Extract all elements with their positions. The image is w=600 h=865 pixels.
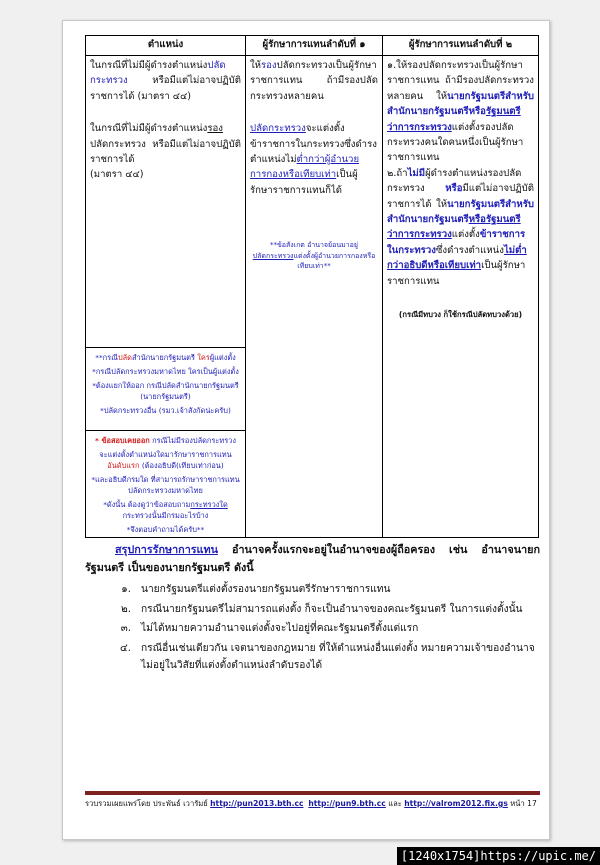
summary-list-item: ๔. กรณีอื่นเช่นเดียวกัน เจตนาของกฎหมาย ที่ให้ตำแหน่งอื่นแต่งตั้ง หมายความเจ้าของอำนาจไม่อยู่ในวิสัยที่แต่งตั้งตำแหน่งลำดับรองได้ (120, 642, 535, 671)
header-substitute-1: ผู้รักษาการแทนลำดับที่ ๑ (246, 36, 383, 56)
summary-lead: สรุปการรักษาการแทน อำนาจครั้งแรกจะอยู่ในอำนาจของผู้ถือครอง เช่น อำนาจนายกรัฐมนตรี เป็นของนายกรัฐมนตรี ดังนี้ (85, 543, 540, 574)
footer-link-pun2013[interactable]: http://pun2013.bth.cc (210, 799, 304, 808)
table-row (86, 56, 539, 348)
substitute-table (85, 35, 539, 538)
substitute-2-cell (383, 56, 539, 538)
substitute-1-remark: **ข้อสังเกต อำนาจย้อนมาอยู่ ปลัดกระทรวงแต่งตั้งผู้อำนวยการกองหรือเทียบเท่า** (252, 241, 376, 271)
table-header-row (86, 36, 539, 56)
substitute-1-case-2: ปลัดกระทรวงจะแต่งตั้งข้าราชการในกระทรวงซึ่งดำรงตำแหน่งไม่ต่ำกว่าผู้อำนวยการกองหรือเทียบเท่าเป็นผู้รักษาราชการแทนก็ได้ (250, 123, 377, 196)
page-number: หน้า 17 (507, 799, 537, 808)
note-box-permanent-secretary: **กรณีปลัดสำนักนายกรัฐมนตรี ใครผู้แต่งตั้ง *กรณีปลัดกระทรวงมหาดไทย ใครเป็นผู้แต่งตั้ง *ต้องแยกให้ออก กรณีปลัดสำนักนายกรัฐมนตรี (นายกรัฐมนตรี) *ปลัดกระทรวงอื่น (รมว.เจ้าสังกัดน่ะครับ) (86, 348, 246, 431)
header-position: ตำแหน่ง (86, 36, 246, 56)
page-footer: รวบรวมเผยแพร่โดย ประพันธ์ เวารัมย์ http://pun2013.bth.cc http://pun9.bth.cc และ http://valrom2012.fix.gs หน้า 17 (85, 799, 537, 808)
position-cell (86, 56, 246, 348)
substitute-1-cell (246, 56, 383, 538)
footer-divider (85, 791, 540, 795)
summary-section (85, 541, 540, 677)
substitute-1-case-1: ให้รองปลัดกระทรวงเป็นผู้รักษาราชการแทน ถ้ามีรองปลัดกระทรวงหลายคน (250, 60, 378, 102)
summary-list-item: ๑. นายกรัฐมนตรีแต่งตั้งรองนายกรัฐมนตรีรักษาราชการแทน (121, 584, 391, 595)
summary-list-item: ๓. ไม่ได้หมายความอำนาจแต่งตั้งจะไปอยู่ที่คณะรัฐมนตรีตั้งแต่แรก (120, 623, 419, 634)
summary-list-item: ๒. กรณีนายกรัฐมนตรีไม่สามารถแต่งตั้ง ก็จะเป็นอำนาจของคณะรัฐมนตรี ในการแต่งตั้งนั้น (121, 603, 523, 615)
footer-link-valrom2012[interactable]: http://valrom2012.fix.gs (404, 799, 508, 808)
position-case-2: ในกรณีที่ไม่มีผู้ดำรงตำแหน่งรองปลัดกระทรวง หรือมีแต่ไม่อาจปฏิบัติราชการได้ (มาตรา ๔๔) (90, 123, 241, 181)
image-size-stamp: [1240x1754]https://upic.me/ (397, 847, 600, 865)
substitute-2-remark: (กรณีมีทบวง ก็ใช้กรณีปลัดทบวงด้วย) (398, 310, 523, 320)
position-case-1: ในกรณีที่ไม่มีผู้ดำรงตำแหน่งปลัดกระทรวง หรือมีแต่ไม่อาจปฏิบัติราชการได้ (มาตรา ๔๔) (90, 60, 241, 102)
summary-list (85, 581, 540, 675)
substitute-2-case-1: ๑.ให้รองปลัดกระทรวงเป็นผู้รักษาราชการแทน ถ้ามีรองปลัดกระทรวงหลายคน ให้นายกรัฐมนตรีสำหรับสำนักนายกรัฐมนตรีหรือรัฐมนตรีว่าการกระทรวงแต่งตั้งรองปลัดกระทรวงคนใดคนหนึ่งเป็นผู้รักษาราชการแทน (387, 60, 534, 164)
summary-title: สรุปการรักษาการแทน (115, 543, 219, 556)
substitute-2-case-2: ๒.ถ้าไม่มีผู้ดำรงตำแหน่งรองปลัดกระทรวง หรือมีแต่ไม่อาจปฏิบัติราชการได้ ให้นายกรัฐมนตรีสำหรับสำนักนายกรัฐมนตรีหรือรัฐมนตรีว่าการกระทรวงแต่งตั้งข้าราชการในกระทรวงซึ่งดำรงตำแหน่งไม่ต่ำกว่าอธิบดีหรือเทียบเท่าเป็นผู้รักษาราชการแทน (387, 167, 534, 287)
note-box-exam-tip: * ข้อสอบเคยออก กรณีไม่มีรองปลัดกระทรวง จะแต่งตั้งตำแหน่งใดมารักษาราชการแทนอันดับแรก (ต้องอธิบดี(เทียบเท่าก่อน) *และอธิบดีกรมใด ที่สามารถรักษาราชการแทน ปลัดกระทรวงมหาดไทย *ดังนั้น ต้องดูว่าข้อสอบถามกระทรวงใด กระทรวงนั้นมีกรมอะไรบ้าง *จึงตอบคำถามได้ครับ** (86, 431, 246, 538)
footer-link-pun9[interactable]: http://pun9.bth.cc (308, 799, 386, 808)
header-substitute-2: ผู้รักษาการแทนลำดับที่ ๒ (383, 36, 539, 56)
